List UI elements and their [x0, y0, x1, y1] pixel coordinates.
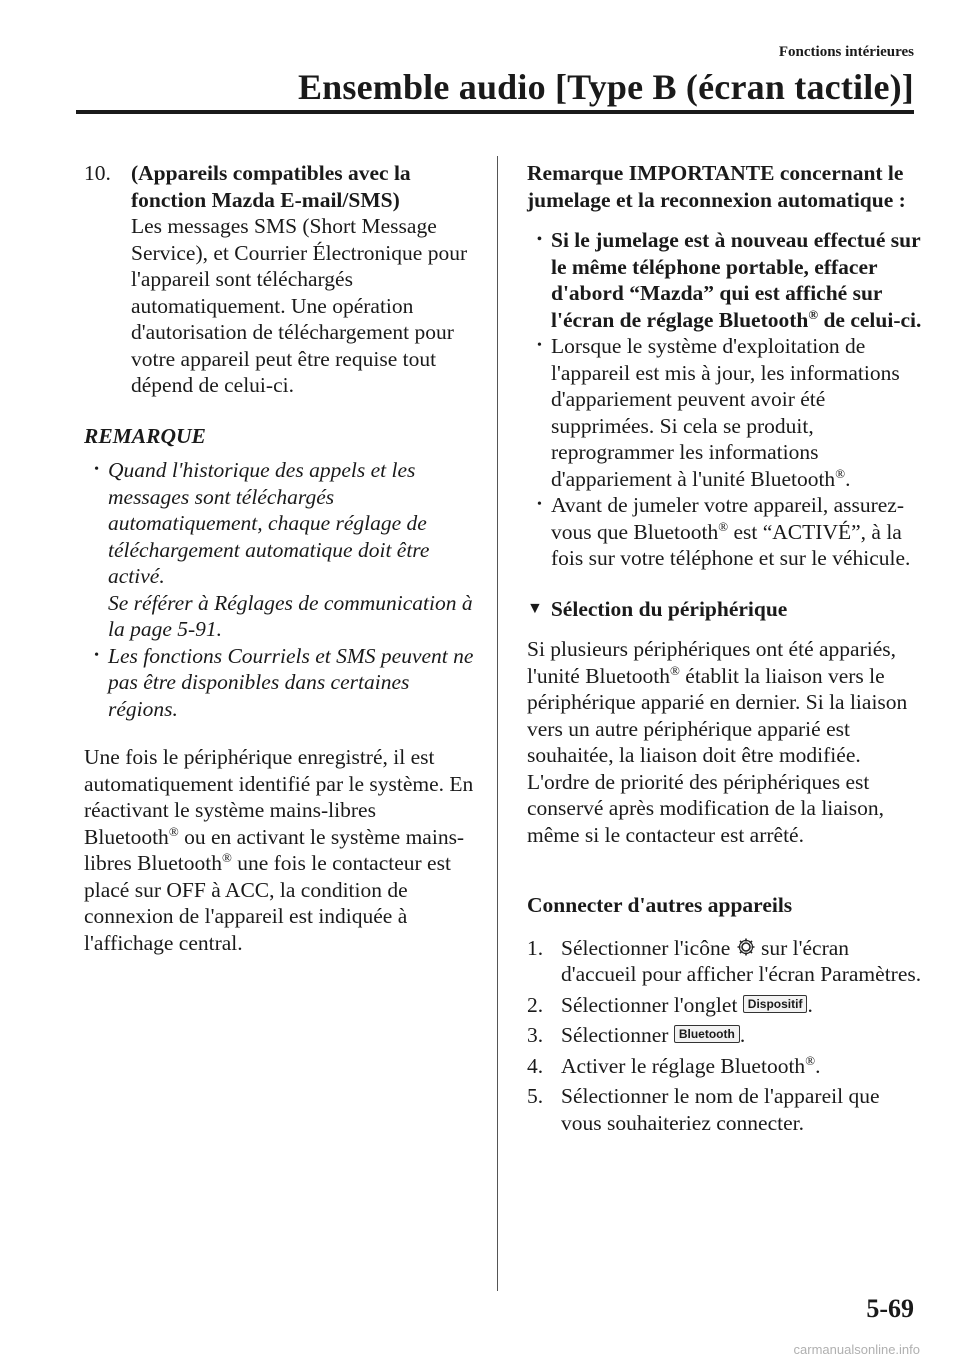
- remark-bullet: [94, 457, 474, 643]
- text: ou en activant le système mains-libres Bluetooth: [84, 824, 465, 875]
- bullet-text: [551, 492, 922, 572]
- registered-mark: ®: [718, 518, 729, 534]
- dispositif-tab-label: Dispositif: [743, 995, 808, 1013]
- step-2: [527, 992, 922, 1019]
- remark-label: REMARQUE: [84, 423, 206, 448]
- item-heading: (Appareils compatibles avec la fonction Mazda E-mail/SMS): [131, 161, 411, 212]
- important-heading: Remarque IMPORTANTE concernant le jumelage et la reconnexion automatique :: [527, 161, 906, 212]
- paragraph-identification: [84, 744, 474, 956]
- triangle-down-icon: ▼: [527, 599, 543, 617]
- registered-mark: ®: [808, 306, 819, 322]
- important-bullet: [537, 227, 922, 333]
- text: Activer le réglage Bluetooth: [561, 1053, 806, 1078]
- remark-bullet-text: Les fonctions Courriels et SMS peuvent ne pas être disponibles dans certaines régions.: [108, 643, 474, 721]
- selection-heading-text: Sélection du périphérique: [550, 596, 788, 621]
- watermark: carmanualsonline.info: [793, 1342, 920, 1357]
- registered-mark: ®: [168, 823, 179, 839]
- selection-paragraph: [527, 636, 922, 848]
- registered-mark: ®: [805, 1052, 816, 1068]
- text: de celui-ci.: [818, 307, 922, 332]
- remark-bullet: [94, 643, 474, 723]
- text: Sélectionner l'onglet: [561, 992, 743, 1017]
- text: .: [739, 1023, 746, 1047]
- remark-bullet-text: Quand l'historique des appels et les messages sont téléchargés automatiquement, chaque réglage de téléchargement automatique doit être activé.: [108, 458, 430, 588]
- text: Sélectionner l'icône: [561, 935, 736, 960]
- text: Sélectionner: [561, 1023, 674, 1047]
- text: est “ACTIVÉ”, à la fois sur votre téléphone et sur le véhicule.: [551, 519, 911, 570]
- text: Lorsque le système d'exploitation de l'appareil est mis à jour, les informations d'appariement peuvent avoir été supprimées. Si cela se produit, reprogrammer les informations d'appariement à l'unité Bluetooth: [551, 334, 900, 491]
- step-number: 4.: [527, 1053, 544, 1078]
- left-column: [84, 160, 474, 956]
- important-bullet: [537, 492, 922, 572]
- running-header-title: Ensemble audio [Type B (écran tactile)]: [297, 67, 914, 107]
- bullet-dot: •: [537, 232, 542, 247]
- item-10: [84, 160, 474, 399]
- bullet-dot: •: [537, 338, 542, 353]
- step-4: [527, 1053, 922, 1080]
- text: Une fois le périphérique enregistré, il est automatiquement identifié par le système. En réactivant le système mains-libres Bluetooth: [84, 745, 474, 849]
- text: une fois le contacteur est placé sur OFF à ACC, la condition de connexion de l'appareil est indiquée à l'affichage central.: [84, 851, 451, 955]
- step-3: [527, 1022, 922, 1049]
- step-5: [527, 1083, 922, 1136]
- bullet-dot: •: [537, 497, 542, 512]
- bluetooth-button-label: Bluetooth: [674, 1025, 740, 1043]
- text: sur l'écran d'accueil pour afficher l'écran Paramètres.: [561, 935, 922, 986]
- gear-icon: [736, 937, 756, 957]
- item-number: 10.: [84, 161, 111, 185]
- important-bullet: [537, 333, 922, 492]
- bullet-text: [551, 333, 922, 492]
- registered-mark: ®: [835, 465, 846, 481]
- text: établit la liaison vers le périphérique apparié en dernier. Si la liaison vers un autre périphérique apparié est souhaitée, la liaison doit être modifiée. L'ordre de priorité des périphériques est conservé après modification de la liaison, même si le contacteur est arrêté.: [527, 663, 908, 847]
- registered-mark: ®: [221, 850, 232, 865]
- text: Avant de jumeler votre appareil, assurez-vous que Bluetooth: [551, 493, 904, 544]
- step-number: 2.: [527, 992, 544, 1017]
- step-number: 3.: [527, 1023, 544, 1047]
- selection-heading: [527, 596, 922, 623]
- registered-mark: ®: [670, 662, 680, 678]
- text: .: [815, 1053, 821, 1078]
- text: Si plusieurs périphériques ont été appariés, l'unité Bluetooth: [527, 637, 896, 688]
- right-column: [527, 160, 922, 1136]
- step-text: Sélectionner le nom de l'appareil que vous souhaiteriez connecter.: [561, 1084, 880, 1135]
- bullet-text: [551, 227, 922, 333]
- text: .: [845, 466, 851, 491]
- step-number: 1.: [527, 935, 544, 960]
- header-rule: [76, 110, 914, 114]
- remark-reference: Se référer à Réglages de communication à la page 5-91.: [108, 590, 473, 641]
- step-1: [527, 935, 922, 988]
- item-body: Les messages SMS (Short Message Service), et Courrier Électronique pour l'appareil sont téléchargés automatiquement. Une opération d'autorisation de téléchargement pour votre appareil peut être requise tout dépend de celui-ci.: [131, 214, 468, 397]
- text: Si le jumelage est à nouveau effectué sur le même téléphone portable, effacer d'abord “Mazda” qui est affiché sur l'écran de réglage Bluetooth: [551, 228, 921, 332]
- page-number: 5-69: [866, 1294, 914, 1323]
- column-divider: [497, 156, 498, 1291]
- bullet-dot: •: [94, 462, 99, 477]
- step-number: 5.: [527, 1084, 544, 1108]
- connect-heading: Connecter d'autres appareils: [527, 893, 793, 917]
- bullet-dot: •: [94, 647, 99, 663]
- text: .: [807, 992, 813, 1017]
- running-header-section: Fonctions intérieures: [778, 44, 914, 60]
